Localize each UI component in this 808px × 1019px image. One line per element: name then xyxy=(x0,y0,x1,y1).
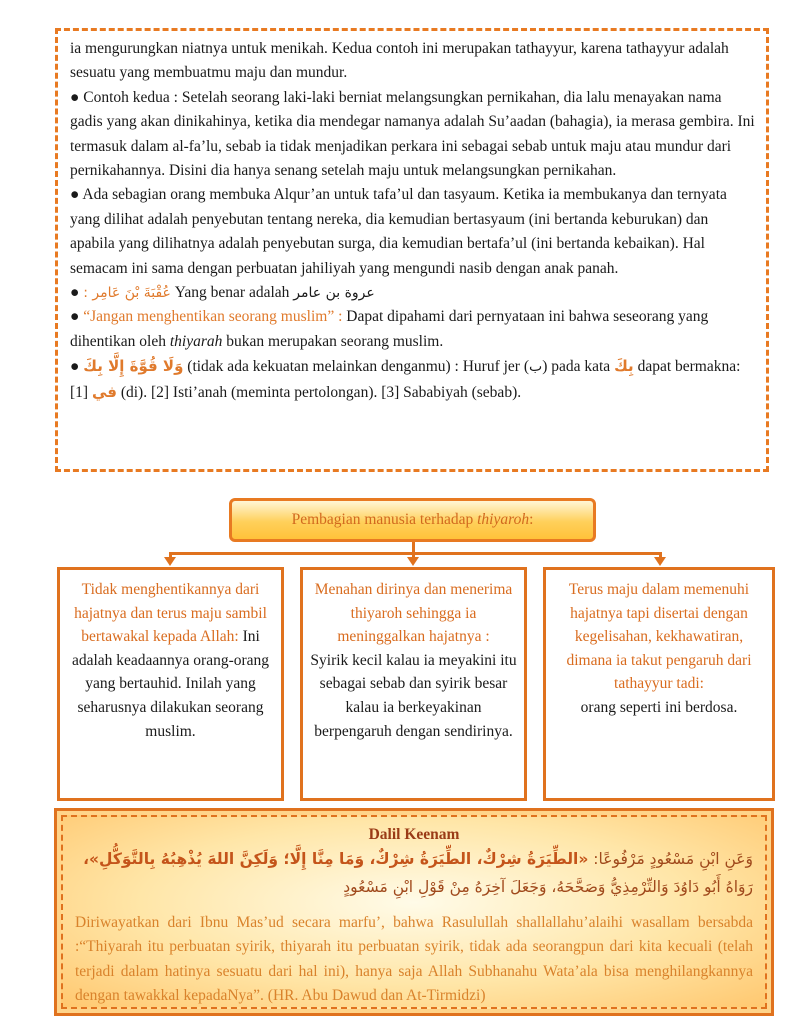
category-3-condition: Terus maju dalam memenuhi hajatnya tapi disertai dengan kegelisahan, kekhawatiran, dimana ia takut pengaruh dari tathayyur tadi: xyxy=(566,581,752,693)
dalil-arabic-intro: وَعَنِ ابْنِ مَسْعُودٍ مَرْفُوعًا: xyxy=(593,850,753,868)
notes-paragraph-2-text: Contoh kedua : Setelah seorang laki-laki berniat melangsungkan pernikahan, dia lalu menayakan nama gadis yang akan dinikahinya, ketika dia mendegar namanya adalah Su’aadan (bahagia), ia merasa gembira. Ini termasuk dalam al-fa’lu, sebab ia tidak menjadikan perkara ini sebagai sebab untuk maju atau mundur dari pernikahannya. Disini dia hanya senang setelah maju untuk melangsungkan pernikahan. xyxy=(70,88,755,180)
category-box-1 xyxy=(57,567,284,801)
dalil-inner xyxy=(61,815,767,1009)
notes-paragraph-4-text: Yang benar adalah xyxy=(174,284,290,302)
division-heading-italic: thiyaroh xyxy=(477,511,530,528)
dalil-arabic-source: رَوَاهُ أَبُو دَاوُدَ وَالتِّرْمِذِيُّ وَصَحَّحَهُ، وَجَعَلَ آخِرَهُ مِنْ قَوْلِ ابْنِ مَسْعُودٍ xyxy=(343,878,753,896)
notes-paragraph-4 xyxy=(70,281,756,305)
notes-paragraph-1: ia mengurungkan niatnya untuk menikah. Kedua contoh ini merupakan tathayyur, karena tathayyur adalah sesuatu yang membuatmu maju dan mundur. xyxy=(70,40,729,82)
thiyarah-term: thiyarah xyxy=(169,332,223,350)
bullet: ● xyxy=(70,358,80,376)
arabic-letter-ba: ب xyxy=(529,359,543,376)
notes-paragraph-3 xyxy=(70,183,756,281)
notes-paragraph-5-text-b: bukan merupakan seorang muslim. xyxy=(226,332,444,350)
notes-paragraph-6 xyxy=(70,354,756,405)
category-box-2 xyxy=(300,567,527,801)
arabic-name-uqbah: عُقْبَةَ بْنَ عَامِر : xyxy=(83,285,171,302)
bullet: ● xyxy=(70,88,80,106)
arabic-name-urwah: عروة بن عامر xyxy=(293,285,375,302)
category-2-ruling: Syirik kecil kalau ia meyakini itu sebagai sebab dan syirik besar kalau ia berkeyakinan berpengaruh dengan sendirinya. xyxy=(310,651,517,740)
arabic-word-bika: بِكَ xyxy=(614,357,634,376)
notes-paragraph-5 xyxy=(70,305,756,354)
quote-highlight: “Jangan menghentikan seorang muslim” : xyxy=(83,308,343,326)
arrow-head-middle xyxy=(407,557,419,566)
category-2-condition: Menahan dirinya dan menerima thiyaroh sehingga ia meninggalkan hajatnya : xyxy=(314,581,513,646)
notes-paragraph-6-text-d: (di). [2] Isti’anah (meminta pertolongan). [3] Sababiyah (sebab). xyxy=(120,383,522,401)
category-1-ruling: Ini adalah keadaannya orang-orang yang bertauhid. Inilah yang seharusnya dilakukan seorang muslim. xyxy=(71,628,270,740)
notes-paragraph-5-text-a: Dapat dipahami dari pernyataan ini bahwa seseorang yang dihentikan oleh xyxy=(70,308,709,350)
bullet: ● xyxy=(70,186,80,204)
dalil-arabic-hadith xyxy=(75,845,753,873)
notes-paragraph-6-text-c: dapat bermakna: [1] xyxy=(70,358,741,401)
category-3-ruling: orang seperti ini berdosa. xyxy=(580,698,738,716)
category-1-condition: Tidak menghentikannya dari hajatnya dan terus maju sambil bertawakal kepada Allah: xyxy=(74,581,267,646)
division-heading xyxy=(229,498,596,542)
notes-paragraph-6-text-b: ) pada kata xyxy=(542,358,611,376)
bullet: ● xyxy=(70,284,80,302)
arabic-phrase-quwwah: وَلَا قُوَّةَ إِلَّا بِكَ xyxy=(83,357,184,376)
dalil-title: Dalil Keenam xyxy=(368,826,460,843)
notes-paragraph-3-text: Ada sebagian orang membuka Alqur’an untuk tafa’ul dan tasyaum. Ketika ia membukanya dan ternyata yang dilihat adalah penyebutan tentang nereka, dia kemudian bertasyaum (ini bertanda keburukan) dan apabila yang dilihatnya adalah penyebutan surga, dia kemudian bertafa’ul (ini bertanda kebaikan). Hal semacam ini sama dengan perbuatan jahiliyah yang mengundi nasib dengan anak panah. xyxy=(70,186,727,277)
notes-paragraph-6-text-a: (tidak ada kekuatan melainkan denganmu) : Huruf jer ( xyxy=(187,358,530,376)
notes-paragraph-2 xyxy=(70,86,756,184)
notes-box xyxy=(55,28,769,472)
division-heading-suffix: : xyxy=(529,511,534,528)
connector-horizontal xyxy=(169,552,662,555)
arrow-head-right xyxy=(654,557,666,566)
division-heading-text: Pembagian manusia terhadap xyxy=(291,511,474,528)
arabic-word-fi: في xyxy=(91,382,117,401)
category-box-3 xyxy=(543,567,775,801)
dalil-arabic-matn: «الطِّيَرَةُ شِرْكٌ، الطِّيَرَةُ شِرْكٌ، وَمَا مِنَّا إِلَّا؛ وَلَكِنَّ اللهَ يُذْهِبُهُ بِالتَّوَكُّلِ»، xyxy=(83,850,589,868)
dalil-translation: Diriwayatkan dari Ibnu Mas’ud secara marfu’, bahwa Rasulullah shallallahu’alaihi wasallam bersabda :“Thiyarah itu perbuatan syirik, thiyarah itu perbuatan syirik, tidak ada seorangpun dari kita kecuali (telah terjadi dalam hatinya sesuatu dari hal ini), hanya saja Allah Subhanahu Wata’ala bisa menghilangkannya dengan tawakkal kepadaNya”. (HR. Abu Dawud dan At-Tirmidzi) xyxy=(75,914,753,1005)
bullet: ● xyxy=(70,308,80,326)
dalil-box xyxy=(54,808,774,1016)
arrow-head-left xyxy=(164,557,176,566)
